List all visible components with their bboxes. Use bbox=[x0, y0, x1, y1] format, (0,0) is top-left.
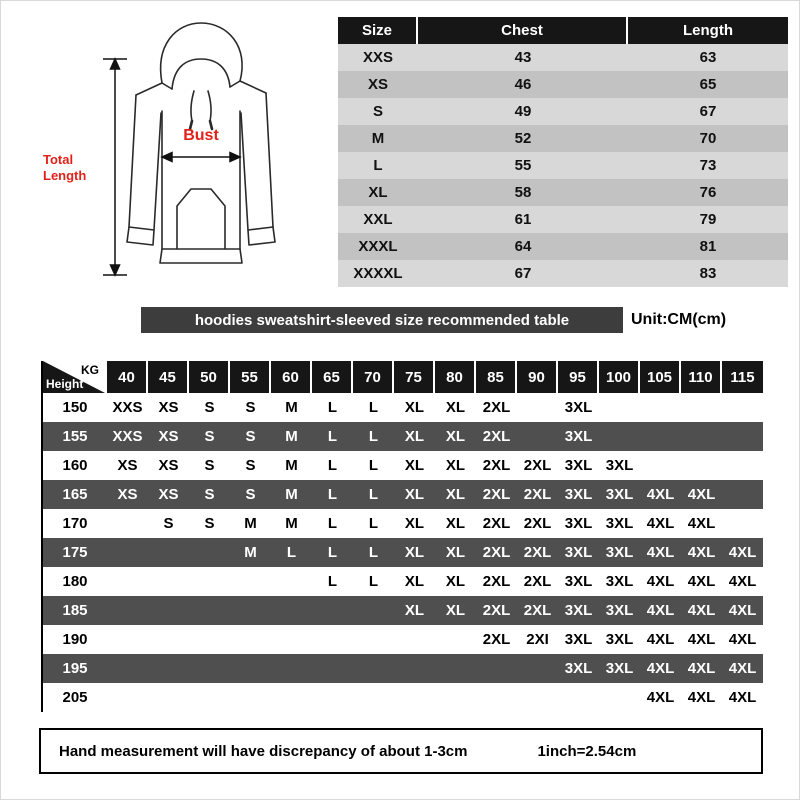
measurement-note-box bbox=[39, 728, 763, 774]
size-rec-cell: 2XL bbox=[482, 515, 511, 532]
pocket-outline bbox=[177, 189, 225, 249]
measure-cell: 52 bbox=[514, 130, 532, 147]
size-rec-cell bbox=[517, 683, 558, 712]
size-rec-cell: 4XL bbox=[687, 660, 716, 677]
size-rec-cell: 2XI bbox=[526, 631, 549, 648]
size-rec-cell: 4XL bbox=[646, 515, 675, 532]
height-cell: 205 bbox=[62, 689, 88, 706]
hood-outline bbox=[161, 23, 242, 83]
size-rec-cell bbox=[353, 683, 394, 712]
size-rec-cell: XS bbox=[158, 428, 179, 445]
size-table-header-chest: Chest bbox=[418, 17, 628, 44]
size-rec-cell: 4XL bbox=[687, 631, 716, 648]
size-rec-cell: 3XL bbox=[564, 660, 593, 677]
weight-header-75: 75 bbox=[394, 361, 435, 393]
size-rec-cell bbox=[107, 509, 148, 538]
size-rec-cell bbox=[640, 451, 681, 480]
size-rec-cell: 2XL bbox=[523, 486, 552, 503]
size-rec-cell: 4XL bbox=[646, 631, 675, 648]
size-rec-cell bbox=[148, 567, 189, 596]
size-rec-cell: 4XL bbox=[728, 689, 757, 706]
size-rec-cell bbox=[353, 625, 394, 654]
measure-cell: 73 bbox=[699, 157, 717, 174]
measurement-note: Hand measurement will have discrepancy of about 1-3cm bbox=[59, 742, 468, 760]
size-rec-cell: XL bbox=[404, 544, 425, 561]
size-cell: S bbox=[372, 103, 383, 120]
size-rec-cell: 4XL bbox=[646, 573, 675, 590]
size-rec-cell: L bbox=[368, 544, 379, 561]
size-rec-cell bbox=[148, 654, 189, 683]
size-rec-cell: M bbox=[285, 399, 298, 416]
weight-header-90: 90 bbox=[517, 361, 558, 393]
measure-cell: 81 bbox=[699, 238, 717, 255]
size-rec-cell: 3XL bbox=[564, 399, 593, 416]
size-rec-cell: 4XL bbox=[728, 544, 757, 561]
size-rec-cell: 3XL bbox=[564, 631, 593, 648]
size-rec-cell: XL bbox=[445, 399, 466, 416]
size-rec-cell: XL bbox=[445, 486, 466, 503]
size-rec-cell: XL bbox=[404, 399, 425, 416]
size-cell: L bbox=[373, 157, 383, 174]
size-rec-cell: XL bbox=[404, 428, 425, 445]
size-table-row bbox=[338, 260, 788, 287]
size-rec-cell bbox=[189, 538, 230, 567]
weight-header-100: 100 bbox=[599, 361, 640, 393]
size-rec-cell bbox=[394, 683, 435, 712]
size-rec-cell: XL bbox=[445, 428, 466, 445]
size-rec-cell: L bbox=[368, 399, 379, 416]
left-sleeve-outer bbox=[129, 95, 136, 227]
size-rec-cell bbox=[435, 654, 476, 683]
recommend-table-title: hoodies sweatshirt-sleeved size recommended table bbox=[141, 307, 623, 333]
weight-header-115: 115 bbox=[722, 361, 763, 393]
size-rec-cell: 4XL bbox=[646, 660, 675, 677]
size-table-header-length: Length bbox=[683, 22, 733, 39]
weight-header-50: 50 bbox=[189, 361, 230, 393]
hem-band bbox=[160, 249, 242, 263]
measure-cell: 70 bbox=[699, 130, 717, 147]
size-rec-cell bbox=[230, 625, 271, 654]
size-rec-cell: XXS bbox=[112, 428, 143, 445]
size-rec-cell: 3XL bbox=[605, 573, 634, 590]
size-rec-cell: XL bbox=[404, 486, 425, 503]
size-rec-cell bbox=[599, 393, 640, 422]
recommend-row-155 bbox=[43, 422, 763, 451]
size-rec-cell: XL bbox=[445, 602, 466, 619]
size-rec-cell bbox=[107, 596, 148, 625]
size-rec-cell: 3XL bbox=[564, 428, 593, 445]
size-rec-cell: XL bbox=[445, 573, 466, 590]
size-rec-cell: M bbox=[244, 515, 257, 532]
weight-header-105: 105 bbox=[640, 361, 681, 393]
size-rec-cell bbox=[312, 625, 353, 654]
size-rec-cell bbox=[189, 654, 230, 683]
measure-cell: 83 bbox=[699, 265, 717, 282]
size-table-header-size: Size bbox=[338, 17, 418, 44]
size-rec-cell: 3XL bbox=[605, 486, 634, 503]
size-rec-cell: XL bbox=[404, 515, 425, 532]
size-rec-cell: M bbox=[244, 544, 257, 561]
size-rec-cell: XS bbox=[117, 486, 138, 503]
recommend-row-175 bbox=[43, 538, 763, 567]
size-table-row bbox=[338, 233, 788, 260]
left-shoulder bbox=[136, 83, 162, 95]
size-rec-cell bbox=[722, 422, 763, 451]
size-table-row bbox=[338, 179, 788, 206]
measure-cell: 55 bbox=[514, 157, 532, 174]
height-cell: 160 bbox=[62, 457, 88, 474]
size-rec-cell: 3XL bbox=[605, 515, 634, 532]
size-rec-cell: L bbox=[286, 544, 297, 561]
size-rec-cell: L bbox=[368, 428, 379, 445]
size-rec-cell: 2XL bbox=[482, 602, 511, 619]
size-rec-cell: M bbox=[285, 486, 298, 503]
height-cell: 170 bbox=[62, 515, 88, 532]
size-rec-cell: L bbox=[368, 573, 379, 590]
size-rec-cell: XS bbox=[158, 457, 179, 474]
height-cell: 175 bbox=[62, 544, 88, 561]
size-cell: XXXXL bbox=[353, 265, 403, 282]
size-rec-cell bbox=[722, 480, 763, 509]
size-rec-cell bbox=[640, 393, 681, 422]
measure-cell: 43 bbox=[514, 49, 532, 66]
right-sleeve-outer bbox=[266, 93, 273, 227]
size-table-row bbox=[338, 206, 788, 233]
recommend-row-170 bbox=[43, 509, 763, 538]
size-rec-cell: 3XL bbox=[605, 660, 634, 677]
height-cell: 195 bbox=[62, 660, 88, 677]
size-rec-cell: 4XL bbox=[646, 544, 675, 561]
recommend-row-190 bbox=[43, 625, 763, 654]
total-length-arrow bbox=[103, 59, 127, 275]
size-rec-cell bbox=[230, 654, 271, 683]
size-rec-cell: 4XL bbox=[728, 573, 757, 590]
kg-corner-label: KG bbox=[81, 363, 99, 377]
size-rec-cell bbox=[148, 596, 189, 625]
weight-header-95: 95 bbox=[558, 361, 599, 393]
size-rec-cell: XL bbox=[445, 457, 466, 474]
size-rec-cell: 3XL bbox=[605, 457, 634, 474]
size-rec-cell bbox=[681, 422, 722, 451]
left-sleeve-inner bbox=[154, 113, 161, 230]
size-rec-cell: 4XL bbox=[646, 486, 675, 503]
size-rec-cell: 4XL bbox=[687, 486, 716, 503]
size-rec-cell: 2XL bbox=[523, 515, 552, 532]
recommend-row-185 bbox=[43, 596, 763, 625]
size-rec-cell: L bbox=[368, 515, 379, 532]
size-rec-cell bbox=[476, 683, 517, 712]
size-rec-cell: XS bbox=[117, 457, 138, 474]
size-rec-cell bbox=[517, 654, 558, 683]
size-rec-cell bbox=[189, 567, 230, 596]
recommend-row-205 bbox=[43, 683, 763, 712]
right-sleeve-inner bbox=[241, 113, 248, 230]
size-rec-cell: XL bbox=[445, 515, 466, 532]
size-rec-cell: M bbox=[285, 457, 298, 474]
size-rec-cell bbox=[271, 567, 312, 596]
size-rec-cell bbox=[230, 567, 271, 596]
size-rec-cell: S bbox=[245, 486, 256, 503]
size-rec-cell: S bbox=[204, 428, 215, 445]
weight-header-85: 85 bbox=[476, 361, 517, 393]
size-rec-cell: S bbox=[204, 486, 215, 503]
size-rec-cell bbox=[517, 393, 558, 422]
size-cell: XS bbox=[367, 76, 388, 93]
size-rec-cell: M bbox=[285, 515, 298, 532]
measure-cell: 49 bbox=[514, 103, 532, 120]
size-rec-cell bbox=[476, 654, 517, 683]
size-rec-cell: 3XL bbox=[564, 544, 593, 561]
size-rec-cell bbox=[107, 654, 148, 683]
drawstring-left bbox=[191, 91, 194, 121]
size-recommend-table bbox=[41, 361, 763, 712]
size-cell: XL bbox=[368, 184, 388, 201]
size-rec-cell: L bbox=[327, 573, 338, 590]
size-rec-cell: 2XL bbox=[482, 399, 511, 416]
size-rec-cell: S bbox=[245, 457, 256, 474]
weight-header-70: 70 bbox=[353, 361, 394, 393]
right-cuff bbox=[248, 227, 275, 245]
size-rec-cell: 4XL bbox=[646, 602, 675, 619]
size-rec-cell: S bbox=[245, 428, 256, 445]
height-cell: 180 bbox=[62, 573, 88, 590]
size-rec-cell: 4XL bbox=[646, 689, 675, 706]
size-rec-cell: L bbox=[327, 428, 338, 445]
size-rec-cell bbox=[640, 422, 681, 451]
size-rec-cell bbox=[107, 538, 148, 567]
weight-header-60: 60 bbox=[271, 361, 312, 393]
measure-cell: 64 bbox=[514, 238, 532, 255]
size-measurement-table bbox=[338, 17, 788, 287]
recommend-row-180 bbox=[43, 567, 763, 596]
size-rec-cell bbox=[312, 654, 353, 683]
size-rec-cell: M bbox=[285, 428, 298, 445]
size-cell: XXXL bbox=[358, 238, 398, 255]
drawstring-right bbox=[208, 91, 211, 121]
size-table-row bbox=[338, 71, 788, 98]
size-rec-cell: 4XL bbox=[687, 515, 716, 532]
size-table-row bbox=[338, 44, 788, 71]
size-table-row bbox=[338, 125, 788, 152]
size-rec-cell bbox=[271, 683, 312, 712]
bust-label: Bust bbox=[183, 127, 219, 144]
size-rec-cell bbox=[107, 683, 148, 712]
size-rec-cell bbox=[230, 596, 271, 625]
size-rec-cell: XL bbox=[445, 544, 466, 561]
size-rec-cell bbox=[599, 422, 640, 451]
recommend-header-row bbox=[43, 361, 763, 393]
size-rec-cell bbox=[189, 625, 230, 654]
measure-cell: 61 bbox=[514, 211, 532, 228]
measure-cell: 76 bbox=[699, 184, 717, 201]
size-rec-cell bbox=[394, 625, 435, 654]
weight-height-corner-cell bbox=[43, 361, 107, 393]
size-rec-cell: L bbox=[327, 486, 338, 503]
weight-header-65: 65 bbox=[312, 361, 353, 393]
size-rec-cell: XS bbox=[158, 399, 179, 416]
size-rec-cell: 3XL bbox=[564, 457, 593, 474]
size-rec-cell: 3XL bbox=[564, 515, 593, 532]
size-cell: XXS bbox=[362, 49, 393, 66]
size-rec-cell: 4XL bbox=[687, 689, 716, 706]
weight-header-45: 45 bbox=[148, 361, 189, 393]
size-rec-cell: 4XL bbox=[728, 660, 757, 677]
size-rec-cell bbox=[107, 625, 148, 654]
size-rec-cell bbox=[722, 393, 763, 422]
size-rec-cell bbox=[681, 393, 722, 422]
size-rec-cell: S bbox=[163, 515, 174, 532]
size-rec-cell: 4XL bbox=[728, 602, 757, 619]
unit-label: Unit:CM(cm) bbox=[631, 311, 727, 328]
size-rec-cell: S bbox=[204, 457, 215, 474]
size-rec-cell bbox=[722, 451, 763, 480]
size-rec-cell: L bbox=[327, 515, 338, 532]
size-rec-cell: 3XL bbox=[564, 602, 593, 619]
size-rec-cell bbox=[230, 683, 271, 712]
size-rec-cell: XS bbox=[158, 486, 179, 503]
measure-cell: 67 bbox=[699, 103, 717, 120]
size-rec-cell bbox=[312, 596, 353, 625]
size-rec-cell bbox=[107, 567, 148, 596]
weight-header-110: 110 bbox=[681, 361, 722, 393]
height-cell: 185 bbox=[62, 602, 88, 619]
height-cell: 150 bbox=[62, 399, 88, 416]
size-rec-cell: 2XL bbox=[523, 573, 552, 590]
size-table-row bbox=[338, 98, 788, 125]
size-rec-cell bbox=[271, 625, 312, 654]
measure-cell: 46 bbox=[514, 76, 532, 93]
total-length-label: Total Length bbox=[43, 152, 87, 184]
size-rec-cell bbox=[148, 683, 189, 712]
neckline bbox=[172, 59, 230, 89]
size-rec-cell bbox=[148, 625, 189, 654]
size-rec-cell: 2XL bbox=[482, 428, 511, 445]
size-table-header-row bbox=[338, 17, 788, 44]
size-cell: M bbox=[371, 130, 385, 147]
size-rec-cell: 2XL bbox=[523, 602, 552, 619]
size-rec-cell bbox=[558, 683, 599, 712]
size-rec-cell: L bbox=[327, 457, 338, 474]
size-rec-cell: 4XL bbox=[687, 544, 716, 561]
size-rec-cell bbox=[394, 654, 435, 683]
right-shoulder bbox=[240, 81, 266, 93]
size-rec-cell bbox=[353, 654, 394, 683]
size-rec-cell: 2XL bbox=[523, 457, 552, 474]
size-rec-cell bbox=[271, 596, 312, 625]
size-rec-cell bbox=[517, 422, 558, 451]
size-rec-cell bbox=[435, 625, 476, 654]
measure-cell: 63 bbox=[699, 49, 717, 66]
size-rec-cell: 3XL bbox=[605, 602, 634, 619]
size-rec-cell: S bbox=[245, 399, 256, 416]
size-rec-cell bbox=[148, 538, 189, 567]
size-rec-cell: 4XL bbox=[728, 631, 757, 648]
size-rec-cell: L bbox=[368, 457, 379, 474]
size-rec-cell: 3XL bbox=[605, 631, 634, 648]
recommend-row-165 bbox=[43, 480, 763, 509]
size-rec-cell: 4XL bbox=[687, 602, 716, 619]
size-rec-cell bbox=[353, 596, 394, 625]
height-cell: 190 bbox=[62, 631, 88, 648]
size-rec-cell: XL bbox=[404, 457, 425, 474]
size-rec-cell bbox=[189, 683, 230, 712]
size-rec-cell bbox=[435, 683, 476, 712]
measure-cell: 79 bbox=[699, 211, 717, 228]
weight-header-80: 80 bbox=[435, 361, 476, 393]
size-rec-cell bbox=[271, 654, 312, 683]
size-cell: XXL bbox=[363, 211, 393, 228]
size-rec-cell: S bbox=[204, 399, 215, 416]
height-corner-label: Height bbox=[46, 377, 84, 391]
measure-cell: 67 bbox=[514, 265, 532, 282]
size-rec-cell bbox=[681, 451, 722, 480]
size-rec-cell: 3XL bbox=[605, 544, 634, 561]
size-rec-cell: XL bbox=[404, 602, 425, 619]
weight-header-40: 40 bbox=[107, 361, 148, 393]
size-rec-cell: 2XL bbox=[482, 573, 511, 590]
size-rec-cell: S bbox=[204, 515, 215, 532]
size-rec-cell bbox=[312, 683, 353, 712]
size-rec-cell: 2XL bbox=[523, 544, 552, 561]
height-cell: 165 bbox=[62, 486, 88, 503]
size-rec-cell: 2XL bbox=[482, 486, 511, 503]
size-rec-cell bbox=[722, 509, 763, 538]
size-table-row bbox=[338, 152, 788, 179]
recommend-row-150 bbox=[43, 393, 763, 422]
measure-cell: 58 bbox=[514, 184, 532, 201]
recommend-row-160 bbox=[43, 451, 763, 480]
size-rec-cell: 2XL bbox=[482, 457, 511, 474]
measure-cell: 65 bbox=[699, 76, 717, 93]
left-cuff bbox=[127, 227, 154, 245]
size-rec-cell: 2XL bbox=[482, 631, 511, 648]
size-rec-cell: L bbox=[327, 544, 338, 561]
size-rec-cell: XXS bbox=[112, 399, 143, 416]
size-rec-cell: 3XL bbox=[564, 486, 593, 503]
size-rec-cell: 3XL bbox=[564, 573, 593, 590]
size-rec-cell: XL bbox=[404, 573, 425, 590]
height-cell: 155 bbox=[62, 428, 88, 445]
size-rec-cell: 2XL bbox=[482, 544, 511, 561]
size-rec-cell: 4XL bbox=[687, 573, 716, 590]
size-rec-cell: L bbox=[368, 486, 379, 503]
inch-conversion: 1inch=2.54cm bbox=[537, 742, 637, 760]
recommend-row-195 bbox=[43, 654, 763, 683]
size-rec-cell: L bbox=[327, 399, 338, 416]
size-rec-cell bbox=[599, 683, 640, 712]
weight-header-55: 55 bbox=[230, 361, 271, 393]
size-rec-cell bbox=[189, 596, 230, 625]
bust-arrow bbox=[162, 153, 240, 162]
